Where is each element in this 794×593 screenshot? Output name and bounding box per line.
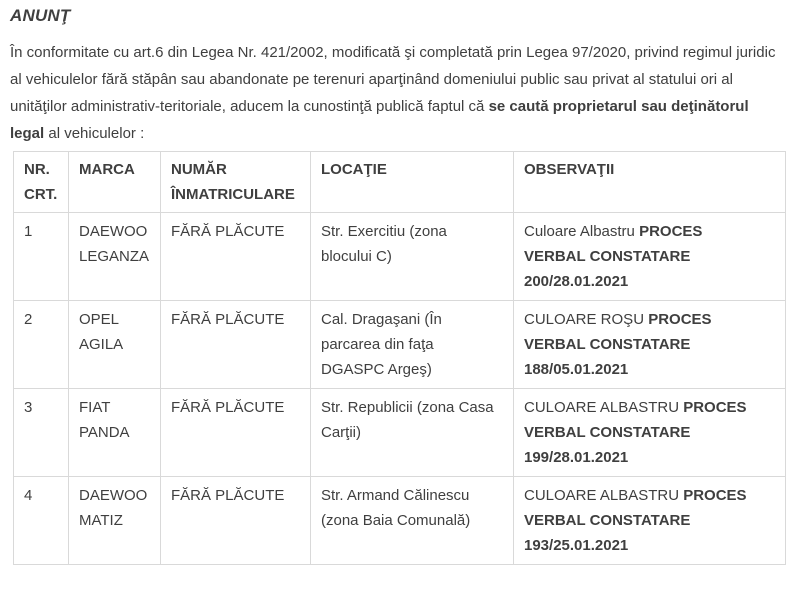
observatii-bold-text: PROCES VERBAL CONSTATARE 199/28.01.2021 (524, 399, 747, 466)
cell-locatie: Str. Exercitiu (zona blocului C) (311, 213, 514, 301)
intro-bold-text: se caută proprietarul sau deţinătorul legal (10, 98, 749, 142)
cell-numar-inmatriculare: FĂRĂ PLĂCUTE (161, 477, 311, 565)
page-title: ANUNŢ (10, 6, 71, 25)
cell-locatie: Cal. Dragaşani (În parcarea din faţa DGASPC Argeş) (311, 301, 514, 389)
cell-observatii (514, 477, 786, 565)
vehicles-table (13, 151, 786, 565)
table-row (14, 301, 786, 389)
observatii-text: CULOARE ALBASTRU (524, 487, 684, 504)
cell-locatie: Str. Armand Călinescu (zona Baia Comunală) (311, 477, 514, 565)
cell-numar-inmatriculare: FĂRĂ PLĂCUTE (161, 301, 311, 389)
cell-nr-crt: 3 (14, 389, 69, 477)
cell-marca: DAEWOO MATIZ (69, 477, 161, 565)
column-header-nr-crt: NR. CRT. (14, 152, 69, 213)
column-header-marca: MARCA (69, 152, 161, 213)
intro-paragraph (10, 39, 784, 147)
cell-observatii (514, 213, 786, 301)
observatii-text: CULOARE ALBASTRU (524, 399, 684, 416)
cell-marca: FIAT PANDA (69, 389, 161, 477)
cell-marca: OPEL AGILA (69, 301, 161, 389)
observatii-text: CULOARE ROŞU (524, 311, 649, 328)
table-row (14, 389, 786, 477)
observatii-bold-text: PROCES VERBAL CONSTATARE 193/25.01.2021 (524, 487, 747, 554)
cell-numar-inmatriculare: FĂRĂ PLĂCUTE (161, 389, 311, 477)
table-row (14, 213, 786, 301)
observatii-text: Culoare Albastru (524, 223, 640, 240)
cell-marca: DAEWOO LEGANZA (69, 213, 161, 301)
observatii-bold-text: PROCES VERBAL CONSTATARE 200/28.01.2021 (524, 223, 703, 290)
cell-nr-crt: 2 (14, 301, 69, 389)
column-header-locatie: LOCAŢIE (311, 152, 514, 213)
intro-text-end: al vehiculelor : (44, 125, 145, 142)
cell-observatii (514, 389, 786, 477)
cell-numar-inmatriculare: FĂRĂ PLĂCUTE (161, 213, 311, 301)
table-row (14, 477, 786, 565)
cell-locatie: Str. Republicii (zona Casa Carţii) (311, 389, 514, 477)
cell-observatii (514, 301, 786, 389)
intro-text-start: În conformitate cu art.6 din Legea Nr. 421/2002, modificată şi completată prin Legea 97/2020, privind regimul juridic al vehiculelor fără stăpân sau abandonate pe terenuri aparţinând domeniului public sau privat al statului ori al unităţilor administrativ-teritoriale, aducem la cunostinţă publică faptul că (10, 44, 776, 115)
cell-nr-crt: 1 (14, 213, 69, 301)
observatii-bold-text: PROCES VERBAL CONSTATARE 188/05.01.2021 (524, 311, 712, 378)
column-header-numar-inmatriculare: NUMĂR ÎNMATRICULARE (161, 152, 311, 213)
table-header-row (14, 152, 786, 213)
column-header-observatii: OBSERVAŢII (514, 152, 786, 213)
cell-nr-crt: 4 (14, 477, 69, 565)
